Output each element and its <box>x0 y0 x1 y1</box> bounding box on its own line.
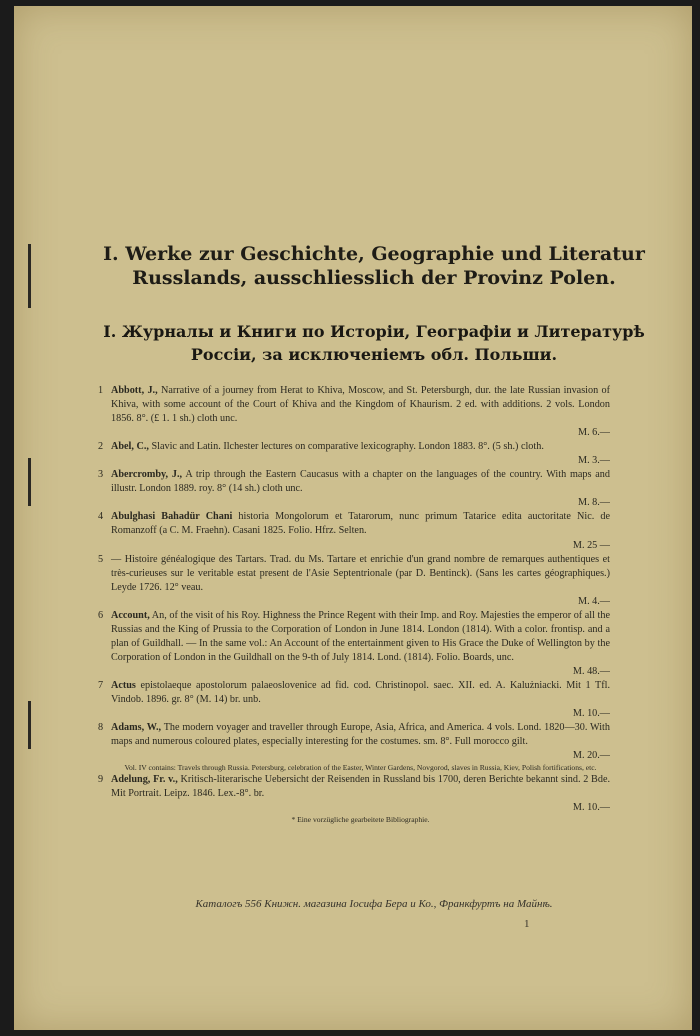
catalog-entry <box>100 609 610 679</box>
entry-text: Narrative of a journey from Herat to Khiva, Moscow, and St. Petersburgh, dur. the late Russian invasion of Khiva, with some account of the Court of Khiva and the Kingdom of Khaurism. 2 ed. with additions. 2 vols. London 1856. 8°. (£ 1. 1 sh.) cloth unc. <box>111 385 611 425</box>
entry-note: Vol. IV contains: Travels through Russia. Petersburg, celebration of the Easter, Winter Gardens, Novgorod, slaves in Russia, Kiev, Polish fortifications, etc. <box>124 763 597 773</box>
entry-price: M. 10.— <box>572 708 610 720</box>
entry-text: epistolaeque apostolorum palaeoslovenice ad fid. cod. Christinopol. saec. XII. ed. A. Kalużniacki. Mit 1 Tfl. Vindob. 1896. gr. 8° (M. 14) br. unb. <box>111 679 610 706</box>
catalog-entry <box>100 468 610 510</box>
catalog-entry <box>100 440 610 468</box>
entry-text: An, of the visit of his Roy. Highness the Prince Regent with their Imp. and Roy. Majesties the emperor of all the Russias and the King of Prussia to the Corporation of London in June 1814. London (1814). With a color. frontisp. and a plan of Guildhall. — In the same vol.: An Account of the entertainment given to His Grace the Duke of Wellington by the Corporation of London in the Guildhall on the 9-th of July 1814. Lond. (1814). Folio. Boards, unc. <box>111 609 611 663</box>
entry-author: Abel, C., <box>111 441 149 453</box>
catalog-entry <box>100 721 610 773</box>
entry-price: M. 6.— <box>578 427 610 439</box>
catalog-entry <box>100 510 610 552</box>
heading-german: I. Werke zur Geschichte, Geographie und Literatur Russlands, ausschliesslich der Provinz Polen. <box>103 243 645 289</box>
entry-text: A trip through the Eastern Caucasus with a chapter on the languages of the country. With maps and illustr. London 1889. roy. 8° (14 sh.) cloth unc. <box>111 469 610 495</box>
catalog-entry <box>100 773 610 825</box>
entry-number: 8 <box>98 722 104 734</box>
entry-price: M. 8.— <box>578 497 610 509</box>
entry-text: historia Mongolorum et Tatarorum, nunc primum Tatarice edita auctoritate Nic. de Romanzoff (a C. M. Fraehn). Casani 1825. Folio. Hfrz. Selten. <box>111 511 610 537</box>
entry-number: 1 <box>98 385 104 396</box>
entry-number: 9 <box>98 774 104 786</box>
entry-price: M. 4.— <box>578 595 610 607</box>
heading-russian: I. Журналы и Книги по Исторіи, Географіи и Литературѣ Россіи, за исключеніемъ обл. Польши. <box>103 322 645 364</box>
catalog-entry <box>100 553 610 609</box>
entry-author: Actus <box>111 679 136 691</box>
entry-text: The modern voyager and traveller through Europe, Asia, Africa, and America. 4 vols. Lond. 1820—30. With maps and numerous coloured plates, especially interesting for the costumes. sm. 8°. Full morocco gilt. <box>111 722 610 748</box>
entry-list <box>100 384 610 825</box>
catalog-page <box>14 6 692 1030</box>
binding-mark <box>28 458 31 506</box>
catalog-footer: Каталогъ 556 Книжн. магазина Іосифа Бера и Ко., Франкфуртъ на Майнѣ. <box>195 898 553 910</box>
entry-number: 3 <box>98 469 104 481</box>
entry-author: Abercromby, J., <box>111 469 183 481</box>
catalog-entry <box>100 679 610 721</box>
entry-author: Abbott, J., <box>111 385 158 396</box>
entry-number: 5 <box>98 553 104 565</box>
entry-price: M. 10.— <box>572 802 610 814</box>
entry-text: — Histoire généalogique des Tartars. Trad. du Ms. Tartare et enrichie d'un grand nombre de remarques authentiques et très-curieuses sur le veritable estat present de l'Asie Septentrionale (par D. Bentinck). (Sans les cartes géographiques.) Leyde 1726. 12° veau. <box>111 553 610 593</box>
entry-number: 6 <box>98 609 104 621</box>
entry-text: Kritisch-literarische Uebersicht der Reisenden in Russland bis 1700, deren Berichte bekannt sind. 2 Bde. Mit Portrait. Leipz. 1846. Lex.-8°. br. <box>111 774 611 800</box>
entry-author: Account, <box>111 609 150 621</box>
entry-price: M. 48.— <box>572 665 610 677</box>
entry-number: 4 <box>98 511 104 523</box>
entry-number: 2 <box>98 441 104 453</box>
entry-price: M. 3.— <box>578 455 610 467</box>
entry-author: Adams, W., <box>111 722 162 734</box>
page-number: 1 <box>524 918 530 930</box>
binding-mark <box>28 701 31 749</box>
entry-author: Abulghasi Bahadür Chani <box>111 511 233 523</box>
entry-note: * Eine vorzügliche gearbeitete Bibliographie. <box>291 815 430 825</box>
entry-text: Slavic and Latin. Ilchester lectures on comparative lexicography. London 1883. 8°. (5 sh.) cloth. <box>151 441 544 453</box>
binding-mark <box>28 244 31 308</box>
entry-number: 7 <box>98 679 104 691</box>
entry-price: M. 20.— <box>572 750 610 762</box>
entry-author: Adelung, Fr. v., <box>111 774 178 786</box>
catalog-entry <box>100 384 610 440</box>
entry-price: M. 25 — <box>572 539 610 551</box>
